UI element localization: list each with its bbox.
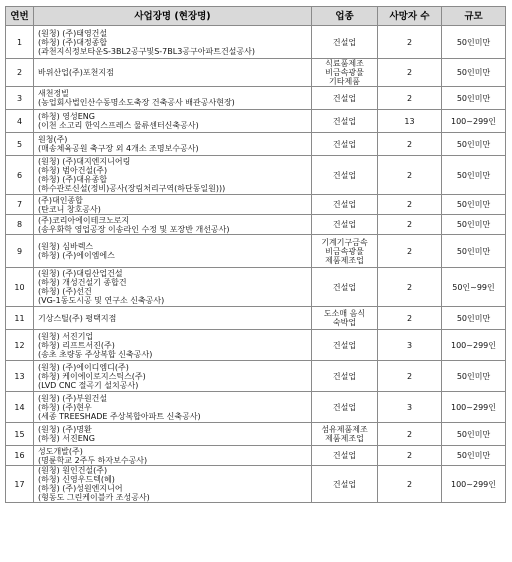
row-employees: 2 (378, 156, 442, 195)
row-no: 2 (6, 59, 34, 87)
row-no: 9 (6, 235, 34, 268)
row-industry (312, 110, 378, 133)
table-row (6, 423, 506, 446)
row-industry-line: 건설업 (332, 451, 357, 460)
row-no: 1 (6, 26, 34, 59)
row-name-line: (LVD CNC 절곡기 설치공사) (38, 380, 139, 390)
row-industry-line: 비금속광물 (325, 68, 364, 77)
row-industry (312, 87, 378, 110)
row-name (34, 87, 312, 110)
row-industry-line: 건설업 (332, 37, 357, 47)
row-name-line: (과천지식정보타운S-3BL2공구및S-7BL3공구아파트건설공사) (38, 46, 255, 56)
row-industry-line: 건설업 (332, 402, 357, 412)
row-name-line: 바위산업(주)포천지점 (38, 68, 114, 77)
row-industry (312, 215, 378, 235)
row-no: 10 (6, 268, 34, 307)
row-industry (312, 361, 378, 392)
row-name-line: (송우화학 영업공장 이송라인 수정 및 포장반 개선공사) (38, 224, 230, 234)
row-name-line: (하청) (주)선건 (38, 287, 92, 296)
row-employees: 13 (378, 110, 442, 133)
row-size: 50인미만 (442, 446, 506, 466)
accident-table (5, 6, 506, 503)
row-name-line: (원청) (주)태영건설 (38, 28, 108, 38)
row-name-line: (하청) (주)대유종합 (38, 175, 108, 184)
row-no: 15 (6, 423, 34, 446)
row-name-line: (하청) 서진ENG (38, 434, 95, 443)
row-industry (312, 423, 378, 446)
row-name (34, 268, 312, 307)
row-name-line: (하청) (주)성원엔지니어 (38, 484, 123, 493)
row-industry-line: 건설업 (332, 170, 357, 180)
row-name-line: (하청) (주)대정종합 (38, 37, 108, 47)
row-size: 100~299인 (442, 330, 506, 361)
row-size: 50인~99인 (442, 268, 506, 307)
row-name-line: (하청) 범아건설(주) (38, 166, 108, 175)
row-name (34, 110, 312, 133)
row-industry (312, 330, 378, 361)
table-row (6, 110, 506, 133)
row-industry-line: 제품제조업 (325, 255, 364, 265)
row-name (34, 235, 312, 268)
row-no: 16 (6, 446, 34, 466)
table-row (6, 26, 506, 59)
row-size: 100~299인 (442, 110, 506, 133)
row-name-line: (명륜학교 2주두 하자보수공사) (38, 455, 148, 465)
row-size: 50인미만 (442, 215, 506, 235)
row-industry-line: 식료품제조 (325, 59, 364, 68)
row-name-line: (원청) (주)대림산업건설 (38, 269, 123, 278)
row-name (34, 446, 312, 466)
row-employees: 2 (378, 466, 442, 503)
row-employees: 3 (378, 392, 442, 423)
row-name (34, 466, 312, 503)
row-employees: 2 (378, 268, 442, 307)
row-industry-line: 건설업 (332, 116, 357, 126)
row-name (34, 330, 312, 361)
accident-table-container (5, 6, 505, 503)
table-row (6, 330, 506, 361)
table-row (6, 392, 506, 423)
row-industry-line: 비금속광물 (325, 246, 364, 256)
row-name-line: (탄코니 창호공사) (38, 204, 101, 214)
row-name-line: (세종 TREESHADE 주상복합아파트 신축공사) (38, 411, 201, 421)
row-employees: 2 (378, 361, 442, 392)
row-employees: 2 (378, 133, 442, 156)
header-name: 사업장명 (현장명) (34, 7, 312, 26)
row-employees: 2 (378, 307, 442, 330)
row-size: 50인미만 (442, 361, 506, 392)
row-industry-line: 기타제품 (329, 77, 360, 86)
row-name (34, 215, 312, 235)
row-name-line: (하청) 개성건설기 종합건 (38, 278, 127, 287)
table-row (6, 466, 506, 503)
row-name-line: (원청) (주)대지엔지니어링 (38, 157, 131, 166)
row-industry-line: 건설업 (332, 220, 357, 229)
row-name-line: 새천정빌 (38, 89, 69, 98)
row-employees: 3 (378, 330, 442, 361)
row-name (34, 307, 312, 330)
row-industry (312, 133, 378, 156)
row-industry-line: 숙박업 (332, 318, 357, 327)
row-industry-line: 건설업 (332, 93, 357, 103)
header-row (6, 7, 506, 26)
row-name-line: (하청) 리프트서진(주) (38, 340, 115, 350)
row-name (34, 26, 312, 59)
table-row (6, 195, 506, 215)
table-row (6, 446, 506, 466)
row-name-line: (원청) 서진기업 (38, 331, 94, 341)
row-size: 50인미만 (442, 133, 506, 156)
row-industry (312, 156, 378, 195)
row-industry (312, 26, 378, 59)
row-industry (312, 446, 378, 466)
row-employees: 2 (378, 195, 442, 215)
row-no: 7 (6, 195, 34, 215)
row-industry (312, 268, 378, 307)
row-size: 50인미만 (442, 423, 506, 446)
row-no: 4 (6, 110, 34, 133)
row-employees: 2 (378, 446, 442, 466)
row-industry-line: 건설업 (332, 340, 357, 350)
header-employees: 사망자 수 (378, 7, 442, 26)
row-size: 50인미만 (442, 235, 506, 268)
row-name-line: (주)대인종합 (38, 195, 83, 205)
header-industry: 업종 (312, 7, 378, 26)
row-name (34, 195, 312, 215)
row-name-line: (매송체육공원 축구장 외 4개소 조명보수공사) (38, 144, 199, 153)
row-industry-line: 건설업 (332, 200, 357, 209)
row-name-line: (하수관로신설(정비)공사(장림처리구역(하단동일원))) (38, 184, 226, 193)
table-row (6, 361, 506, 392)
row-employees: 2 (378, 235, 442, 268)
row-name-line: (하청) 신영우드텍(혜) (38, 475, 115, 484)
row-industry (312, 235, 378, 268)
row-name (34, 361, 312, 392)
row-no: 11 (6, 307, 34, 330)
row-no: 13 (6, 361, 34, 392)
row-no: 3 (6, 87, 34, 110)
row-employees: 2 (378, 59, 442, 87)
row-size: 50인미만 (442, 26, 506, 59)
table-body (6, 26, 506, 503)
row-no: 6 (6, 156, 34, 195)
row-industry-line: 섬유제품제조 (321, 425, 368, 434)
row-name (34, 59, 312, 87)
row-industry-line: 도소매 음식 (323, 309, 366, 318)
table-row (6, 156, 506, 195)
row-name-line: (농업회사법인산수동명소도축장 건축공사 배관공사현장) (38, 98, 235, 107)
row-employees: 2 (378, 87, 442, 110)
row-no: 12 (6, 330, 34, 361)
row-name (34, 423, 312, 446)
row-industry-line: 건설업 (332, 139, 357, 149)
table-row (6, 59, 506, 87)
row-name-line: (원청) 원인건설(주) (38, 466, 108, 475)
row-name-line: (주)코리아에이테크노로지 (38, 215, 130, 225)
row-name-line: (형동도 그린케이블카 조성공사) (38, 493, 150, 502)
table-row (6, 133, 506, 156)
row-no: 5 (6, 133, 34, 156)
row-name (34, 133, 312, 156)
row-name-line: (하청) 케이에이로지스틱스(주) (38, 371, 146, 381)
row-no: 17 (6, 466, 34, 503)
row-size: 100~299인 (442, 392, 506, 423)
row-no: 14 (6, 392, 34, 423)
row-size: 100~299인 (442, 466, 506, 503)
row-no: 8 (6, 215, 34, 235)
row-name-line: (VG-1동도시공 및 연구소 신축공사) (38, 296, 165, 305)
table-row (6, 215, 506, 235)
row-name-line: 성도개발(주) (38, 446, 83, 456)
row-industry-line: 건설업 (332, 479, 357, 489)
row-industry-line: 기계기구금속 (321, 237, 368, 247)
table-row (6, 268, 506, 307)
table-row (6, 307, 506, 330)
row-industry (312, 307, 378, 330)
row-industry (312, 392, 378, 423)
row-size: 50인미만 (442, 307, 506, 330)
row-name-line: 기상스틸(주) 평택지점 (38, 313, 117, 323)
table-row (6, 87, 506, 110)
row-name (34, 392, 312, 423)
row-industry-line: 제품제조업 (325, 434, 364, 443)
row-size: 50인미만 (442, 156, 506, 195)
header-no: 연번 (6, 7, 34, 26)
row-name-line: (원청) (주)부원건설 (38, 393, 108, 403)
row-industry-line: 건설업 (332, 371, 357, 381)
row-employees: 2 (378, 26, 442, 59)
row-size: 50인미만 (442, 87, 506, 110)
table-row (6, 235, 506, 268)
row-industry-line: 건설업 (332, 282, 357, 292)
row-industry (312, 466, 378, 503)
row-name-line: (하청) (주)현우 (38, 402, 92, 412)
row-name-line: (하청) 영성ENG (38, 112, 95, 121)
row-name-line: (이천 소고리 한익스프레스 물류센터신축공사) (38, 121, 199, 130)
row-size: 50인미만 (442, 59, 506, 87)
row-name-line: (원청) (주)명환 (38, 425, 92, 434)
row-employees: 2 (378, 215, 442, 235)
header-size: 규모 (442, 7, 506, 26)
row-employees: 2 (378, 423, 442, 446)
row-name-line: 원청(주) (38, 135, 68, 144)
row-name-line: (원청) 심바렉스 (38, 242, 94, 251)
row-name-line: (송초 초량동 주상복합 신축공사) (38, 349, 153, 359)
row-size: 50인미만 (442, 195, 506, 215)
row-industry (312, 195, 378, 215)
row-name-line: (원청) (주)에이디엠디(주) (38, 362, 129, 372)
row-industry (312, 59, 378, 87)
row-name (34, 156, 312, 195)
row-name-line: (하청) (주)에이엠에스 (38, 251, 115, 260)
